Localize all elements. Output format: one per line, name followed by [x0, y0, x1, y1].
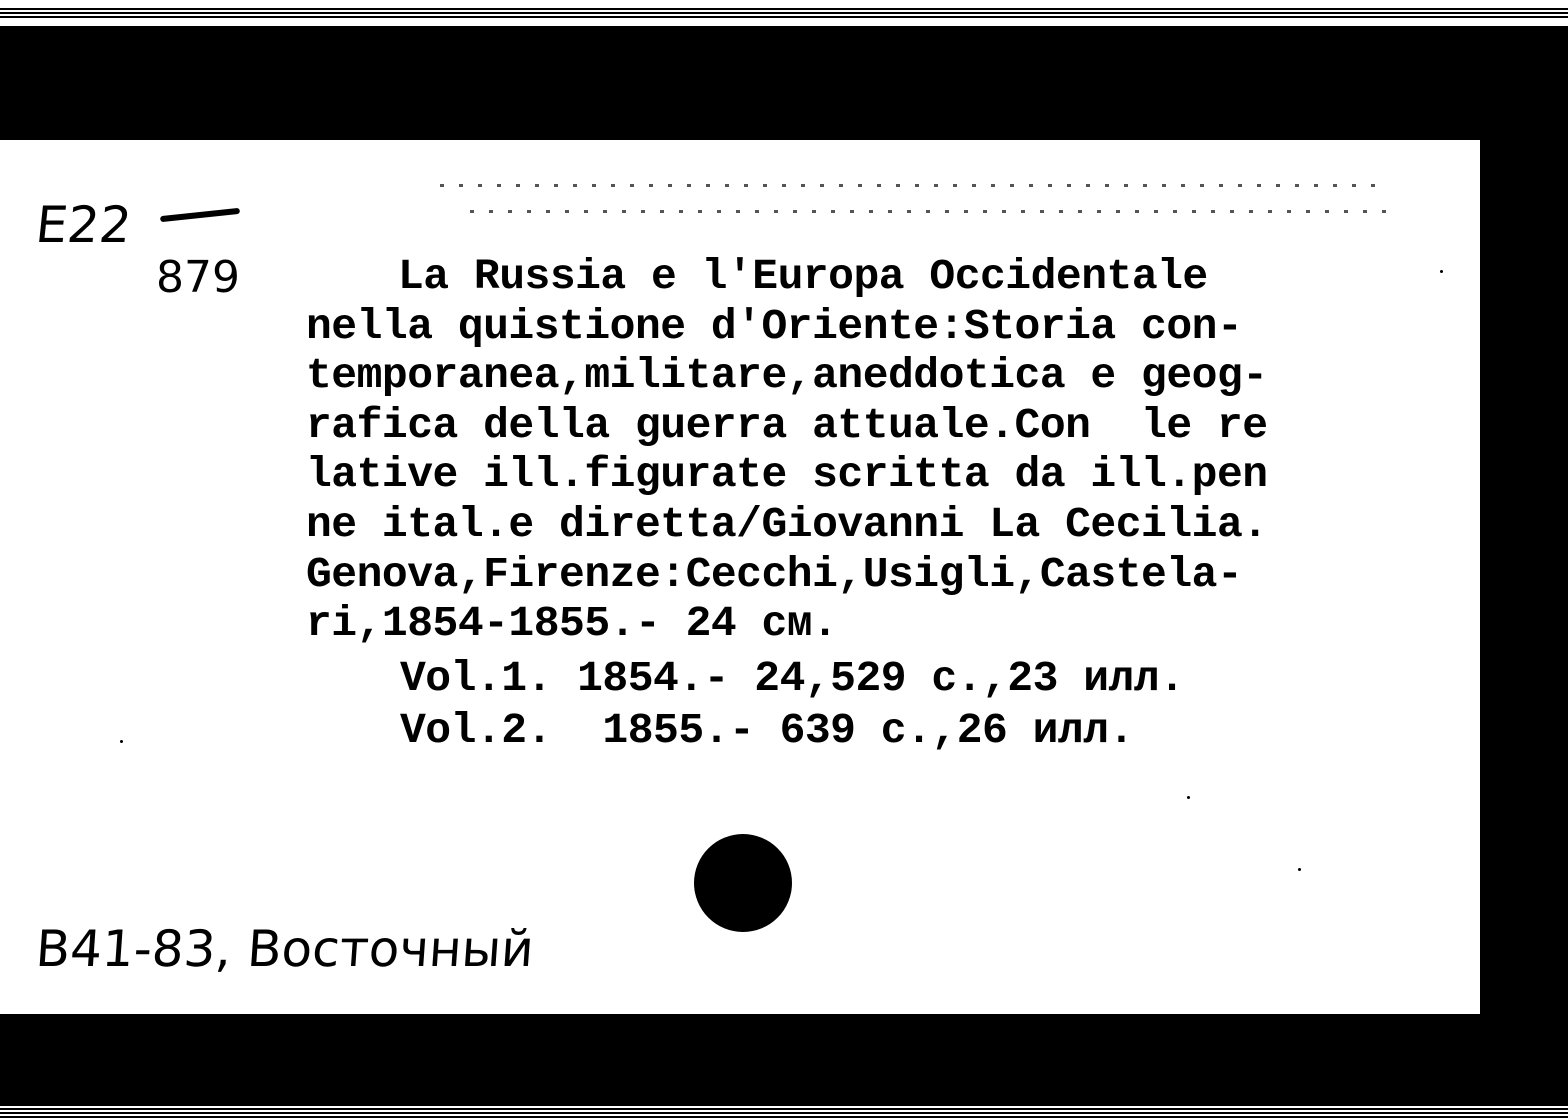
title-line-2: nella quistione d'Oriente:Storia con- [306, 302, 1243, 351]
bottom-scan-edge [0, 1106, 1568, 1120]
volume-line-2: Vol.2. 1855.- 639 с.,26 илл. [400, 706, 1134, 755]
imprint-line-1: Genova,Firenze:Cecchi,Usigli,Castela- [306, 550, 1243, 599]
top-scan-edge [0, 0, 1568, 26]
dust-speck [120, 740, 123, 743]
dust-speck [1298, 868, 1301, 871]
punch-hole [694, 834, 792, 932]
imprint-line-2: ri,1854-1855.- 24 см. [306, 599, 838, 648]
title-line-6: ne ital.e diretta/Giovanni La Cecilia. [306, 500, 1268, 549]
volume-line-1: Vol.1. 1854.- 24,529 с.,23 илл. [400, 654, 1185, 703]
title-line-1: La Russia e l'Europa Occidentale [398, 252, 1208, 301]
call-number-digits: 879 [156, 252, 240, 303]
call-number-dash [160, 208, 240, 222]
catalog-card [0, 140, 1480, 1014]
handwritten-shelf-mark: В41-83, Восточный [33, 920, 536, 978]
top-scan-lines [0, 8, 1568, 20]
call-number-letter: E22 [32, 196, 135, 254]
dust-speck [1187, 796, 1190, 799]
faint-bleed-through-row [470, 210, 1400, 213]
title-line-3: temporanea,militare,aneddotica e geog- [306, 351, 1268, 400]
dust-speck [1440, 270, 1443, 273]
title-line-5: lative ill.figurate scritta da ill.pen [306, 450, 1268, 499]
title-line-4: rafica della guerra attuale.Con le re [306, 401, 1268, 450]
faint-bleed-through-row [440, 184, 1390, 187]
